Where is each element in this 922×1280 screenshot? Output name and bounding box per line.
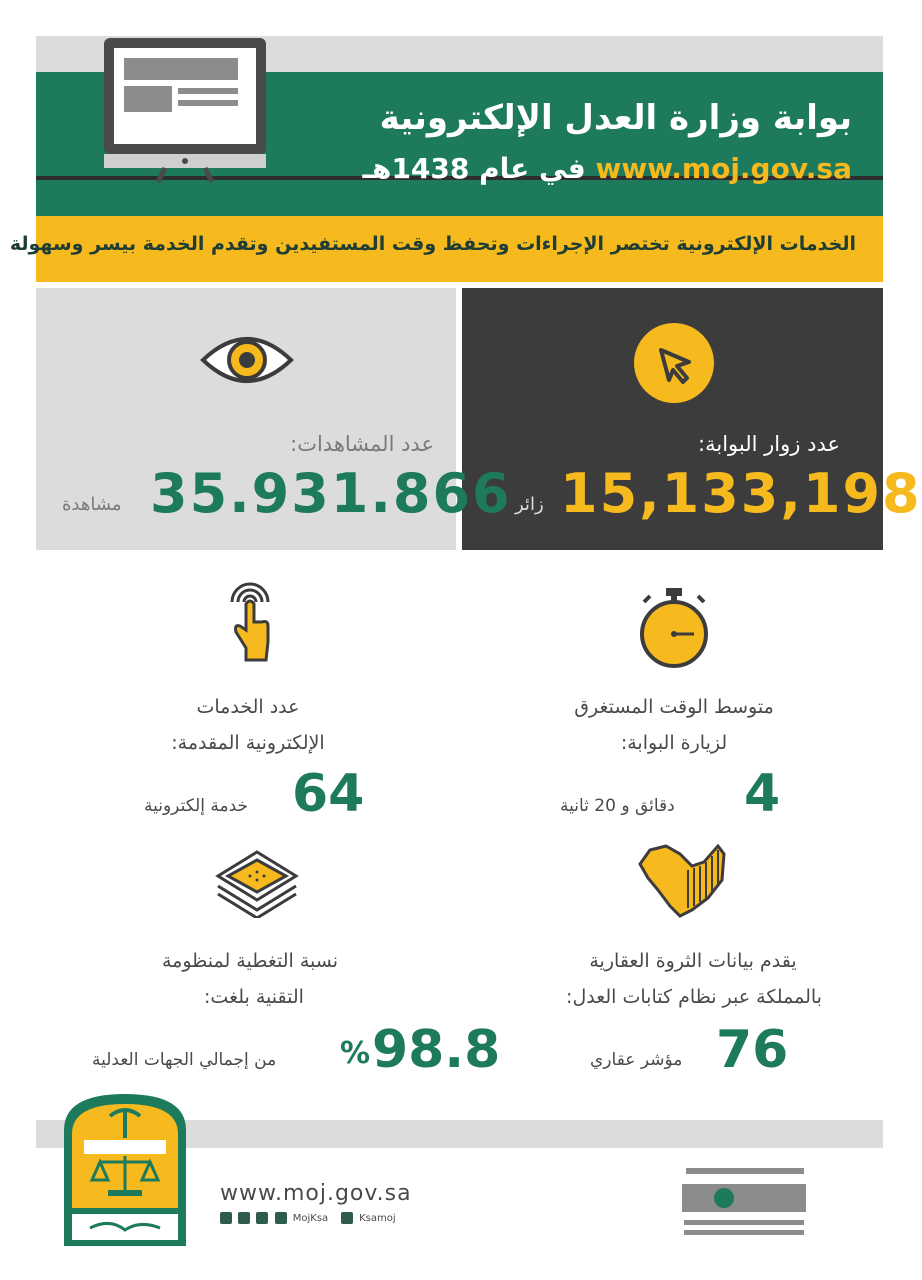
touch-hand-icon [226, 582, 274, 664]
realestate-value: 76 [716, 1020, 789, 1080]
moj-emblem-logo [60, 1090, 190, 1250]
coverage-label-line2: التقنية بلغت: [204, 986, 304, 1008]
vision-2030-logo [676, 1158, 811, 1248]
visitors-value: 15,133,198 [560, 462, 922, 525]
time-label-line1: متوسط الوقت المستغرق [574, 696, 774, 718]
services-unit: خدمة إلكترونية [144, 796, 249, 816]
coverage-value: 98.8 [372, 1020, 501, 1080]
monitor-icon [100, 34, 270, 184]
realestate-label-line1: يقدم بيانات الثروة العقارية [589, 950, 797, 972]
services-label-line2: الإلكترونية المقدمة: [171, 732, 325, 754]
stopwatch-icon [636, 586, 712, 668]
realestate-label-line2: بالمملكة عبر نظام كتابات العدل: [566, 986, 822, 1008]
header-subtitle [362, 152, 852, 185]
views-value: 35.931.866 [150, 462, 512, 525]
coverage-label-line1: نسبة التغطية لمنظومة [162, 950, 338, 972]
services-label-line1: عدد الخدمات [196, 696, 300, 718]
social-links [220, 1212, 396, 1224]
time-value: 4 [744, 764, 781, 824]
coverage-percent: % [340, 1036, 371, 1071]
saudi-map-icon [636, 840, 728, 920]
time-label-line2: لزيارة البوابة: [620, 732, 728, 754]
snapchat-icon[interactable] [256, 1212, 268, 1224]
visitors-unit: زائر [515, 494, 544, 515]
layers-icon [214, 846, 300, 918]
youtube-icon[interactable] [341, 1212, 353, 1224]
visitors-label: عدد زوار البوابة: [698, 432, 840, 456]
coverage-unit: من إجمالي الجهات العدلية [92, 1050, 277, 1070]
social-handle-2[interactable]: Ksamoj [359, 1213, 396, 1224]
linkedin-icon[interactable] [275, 1212, 287, 1224]
twitter-icon[interactable] [220, 1212, 232, 1224]
cursor-icon [633, 322, 715, 404]
views-unit: مشاهدة [62, 494, 122, 515]
views-label: عدد المشاهدات: [290, 432, 434, 456]
time-unit: دقائق و 20 ثانية [560, 796, 675, 816]
services-value: 64 [292, 764, 365, 824]
tagline: الخدمات الإلكترونية تختصر الإجراءات وتحفظ وقت المستفيدين وتقدم الخدمة بيسر وسهولة [9, 233, 856, 255]
page-title: بوابة وزارة العدل الإلكترونية [379, 98, 852, 138]
eye-icon [199, 330, 295, 390]
realestate-unit: مؤشر عقاري [590, 1050, 683, 1070]
footer-url[interactable]: www.moj.gov.sa [220, 1181, 412, 1206]
social-handle-1[interactable]: MojKsa [292, 1213, 329, 1224]
instagram-icon[interactable] [238, 1212, 250, 1224]
year-text: في عام 1438هـ [362, 152, 586, 185]
portal-url: www.moj.gov.sa [595, 152, 852, 185]
